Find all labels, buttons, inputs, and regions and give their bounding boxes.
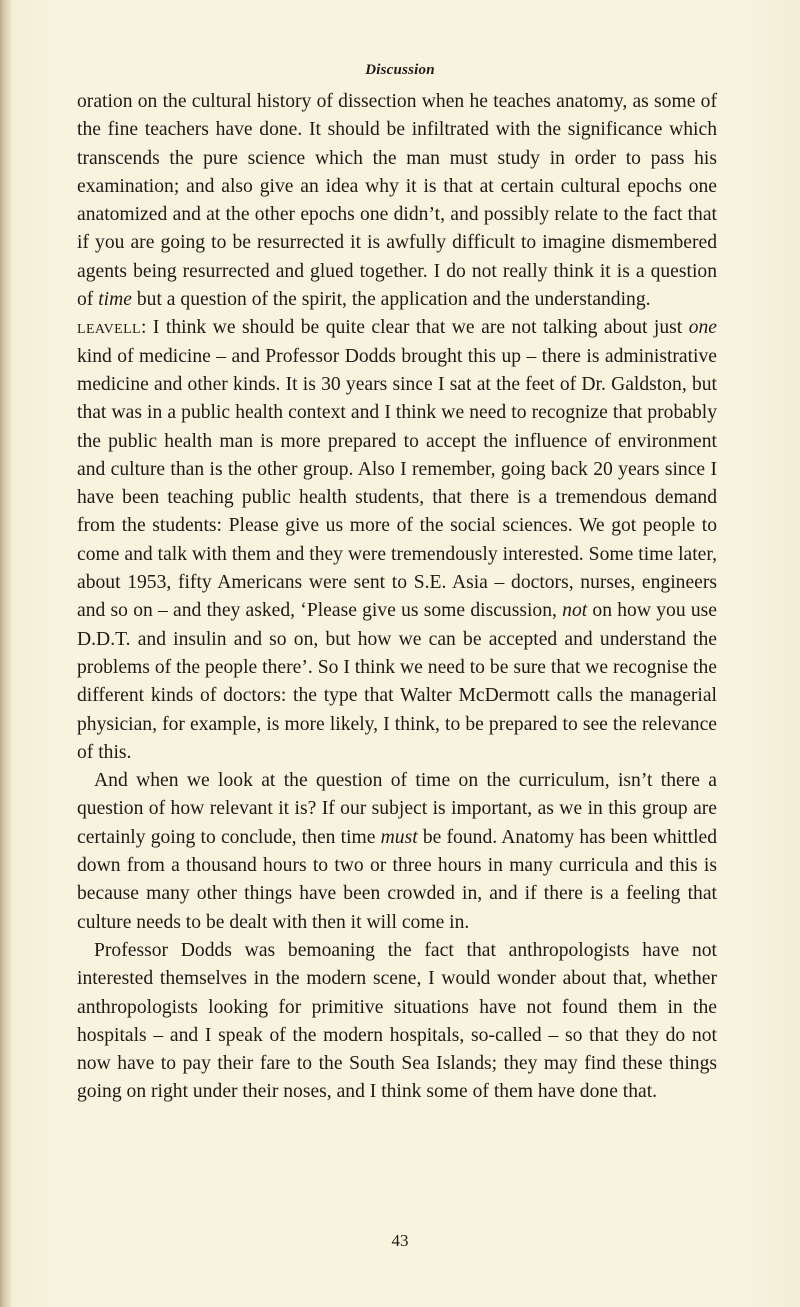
- binding-gutter: [0, 0, 12, 1307]
- body-text: [77, 88, 717, 1107]
- speaker-name: leavell: [77, 317, 141, 339]
- speaker-colon: :: [140, 317, 153, 339]
- paragraph-1: [77, 88, 717, 314]
- paragraph-1-text-b: but a question of the spirit, the application and the understanding.: [131, 289, 651, 311]
- paragraph-3: [77, 767, 717, 937]
- emphasis-not: not: [562, 600, 588, 622]
- page-number: 43: [391, 1231, 409, 1250]
- paragraph-2-text-c: on how you use D.D.T. and insulin and so on, but how we can be accepted and understand the problems of the people there’. So I think we need to be sure that we recognise the different kinds of doctors: the type that Walter McDermott calls the managerial physician, for example, is more likely, I think, to be prepared to see the relevance of this.: [77, 600, 717, 763]
- emphasis-must: must: [380, 826, 418, 848]
- paragraph-4: Professor Dodds was bemoaning the fact that anthropologists have not interested themselves in the modern scene, I would wonder about that, whether anthropologists looking for primitive situations have not found them in the hospitals – and I speak of the modern hospitals, so-called – so that they do not now have to pay their fare to the South Sea Islands; they may find these things going on right under their noses, and I think some of them have done that.: [77, 939, 717, 1103]
- running-head: Discussion: [365, 62, 435, 78]
- paragraph-2-text-a: I think we should be quite clear that we are not talking about just: [152, 317, 689, 339]
- emphasis-time: time: [98, 289, 132, 311]
- paragraph-2: [77, 314, 717, 767]
- paragraph-3-text-a: And when we look at the question of time on the curriculum, isn’t there a question of how relevant it is? If our subject is important, as we in this group are certainly going to conclude, then time: [77, 770, 717, 848]
- paragraph-2-text-b: kind of medicine – and Professor Dodds brought this up – there is administrative medicine and other kinds. It is 30 years since I sat at the feet of Dr. Galdston, but that was in a public health context and I think we need to recognize that probably the public health man is more prepared to accept the influence of environment and culture than is the other group. Also I remember, going back 20 years since I have been teaching public health students, that there is a tremendous demand from the students: Please give us more of the social sciences. We got people to come and talk with them and they were tremendously interested. Some time later, about 1953, fifty Americans were sent to S.E. Asia – doctors, nurses, engineers and so on – and they asked, ‘Please give us some discussion,: [77, 345, 717, 622]
- paragraph-3-text-b: be found. Anatomy has been whittled down from a thousand hours to two or three hours in many curricula and this is because many other things have been crowded in, and if there is a feeling that culture needs to be dealt with then it will come in.: [77, 826, 718, 933]
- emphasis-one: one: [688, 317, 717, 339]
- paragraph-1-text-a: oration on the cultural history of dissection when he teaches anatomy, as some of the fine teachers have done. It should be infiltrated with the significance which transcends the pure science which the man must study in order to pass his examination; and also give an idea why it is that at certain cultural epochs one anatomized and at the other epochs one didn’t, and possibly relate to the fact that if you are going to be resurrected it is awfully difficult to imagine dismembered agents being resurrected and glued together. I do not really think it is a question of: [77, 91, 717, 311]
